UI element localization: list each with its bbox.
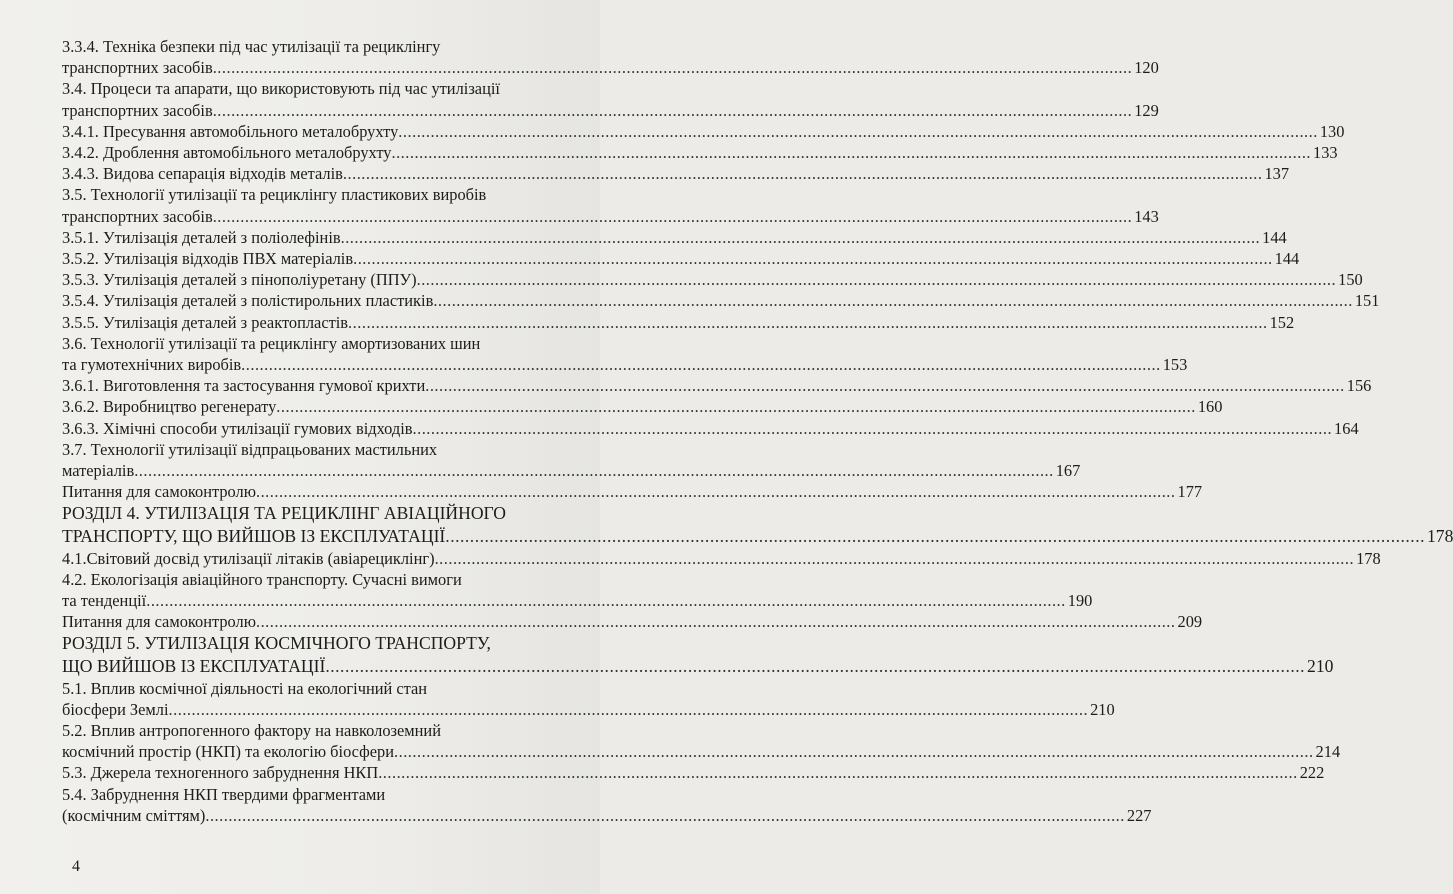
toc-page-number: 227 <box>1126 805 1152 825</box>
dot-leader: ........................................................................................................................................................................................................ <box>212 100 1133 120</box>
toc-page-number: 214 <box>1315 742 1341 762</box>
toc-page-number: 160 <box>1197 397 1223 417</box>
dot-leader: ........................................................................................................................................................................................................ <box>255 482 1176 502</box>
toc-page-number: 167 <box>1055 461 1081 481</box>
toc-entry-leader-row <box>62 227 1287 248</box>
toc-page-number: 177 <box>1177 482 1203 502</box>
dot-leader: ........................................................................................................................................................................................................ <box>445 526 1425 547</box>
toc-entry <box>62 784 1152 826</box>
toc-page-number: 153 <box>1162 355 1188 375</box>
toc-entry <box>62 312 1295 333</box>
toc-entry-leader-row <box>62 525 1453 548</box>
toc-entry-leader-row <box>62 548 1381 569</box>
toc-entry-title: 3.4.2. Дроблення автомобільного металобрухту <box>62 143 392 163</box>
toc-entry-leader-row <box>62 590 1093 611</box>
toc-entry <box>62 439 1081 481</box>
dot-leader: ........................................................................................................................................................................................................ <box>340 227 1261 247</box>
toc-entry-title: 3.6.3. Хімічні способи утилізації гумових відходів <box>62 418 413 438</box>
toc-page-number: 151 <box>1354 291 1380 311</box>
toc-entry-leader-row <box>62 481 1203 502</box>
toc-entry <box>62 762 1325 783</box>
toc-entry-leader-row <box>62 354 1188 375</box>
toc-entry-title: Питання для самоконтролю <box>62 612 256 632</box>
toc-entry-leader-row <box>62 611 1203 632</box>
toc-entry-leader-row <box>62 375 1372 396</box>
toc-page-number: 152 <box>1269 312 1295 332</box>
toc-entry <box>62 227 1287 248</box>
dot-leader: ........................................................................................................................................................................................................ <box>394 742 1314 762</box>
dot-leader: ........................................................................................................................................................................................................ <box>425 376 1345 396</box>
toc-entry-line: 5.2. Вплив антропогенного фактору на навколоземний <box>62 721 441 741</box>
toc-page-number: 222 <box>1299 763 1325 783</box>
toc-entry-leader-row <box>62 248 1300 269</box>
toc-entry-leader-row <box>62 762 1325 783</box>
dot-leader: ........................................................................................................................................................................................................ <box>276 397 1196 417</box>
dot-leader: ........................................................................................................................................................................................................ <box>398 121 1318 141</box>
toc-entry <box>62 418 1359 439</box>
toc-entry-leader-row <box>62 312 1295 333</box>
toc-entry-title: 3.5.5. Утилізація деталей з реактопластів <box>62 312 349 332</box>
dot-leader: ........................................................................................................................................................................................................ <box>134 461 1054 481</box>
toc-entry-leader-row <box>62 290 1380 311</box>
dot-leader: ........................................................................................................................................................................................................ <box>433 291 1353 311</box>
toc-entry-title: Питання для самоконтролю <box>62 482 256 502</box>
toc-entry <box>62 569 1093 611</box>
toc-entry <box>62 269 1363 290</box>
toc-entry-title: космічний простір (НКП) та екологію біосфери <box>62 742 395 762</box>
dot-leader: ........................................................................................................................................................................................................ <box>353 249 1273 269</box>
toc-page-number: 130 <box>1319 121 1345 141</box>
toc-entry-title: та гумотехнічних виробів <box>62 355 242 375</box>
toc-entry-leader-row <box>62 142 1338 163</box>
dot-leader: ........................................................................................................................................................................................................ <box>205 805 1125 825</box>
toc-entry-leader-row <box>62 655 1334 678</box>
toc-page-number: 190 <box>1067 591 1093 611</box>
toc-entry-leader-row <box>62 396 1223 417</box>
dot-leader: ........................................................................................................................................................................................................ <box>412 418 1333 438</box>
toc-page-number: 144 <box>1274 249 1300 269</box>
toc-entry-leader-row <box>62 57 1159 78</box>
toc-entry <box>62 720 1341 762</box>
page-number: 4 <box>72 858 80 875</box>
toc-entry-leader-row <box>62 206 1159 227</box>
dot-leader: ........................................................................................................................................................................................................ <box>212 206 1133 226</box>
toc-entry <box>62 611 1203 632</box>
toc-entry-line: 3.4. Процеси та апарати, що використовують під час утилізації <box>62 79 500 99</box>
toc-chapter-entry <box>62 632 1334 677</box>
toc-entry-title: 3.6.2. Виробництво регенерату <box>62 397 277 417</box>
dot-leader: ........................................................................................................................................................................................................ <box>146 591 1066 611</box>
toc-entry-title: 4.1.Світовий досвід утилізації літаків (авіарециклінг) <box>62 548 435 568</box>
toc-entry <box>62 548 1381 569</box>
toc-entry-leader-row <box>62 163 1290 184</box>
toc-page-number: 144 <box>1262 227 1287 247</box>
toc-entry <box>62 184 1159 226</box>
toc-entry-line: РОЗДІЛ 5. УТИЛІЗАЦІЯ КОСМІЧНОГО ТРАНСПОРТУ, <box>62 633 491 654</box>
toc-page-number: 120 <box>1134 58 1159 78</box>
toc-entry-title: 3.5.4. Утилізація деталей з полістирольних пластиків <box>62 291 434 311</box>
toc-entry-title: 3.4.3. Видова сепарація відходів металів <box>62 164 343 184</box>
dot-leader: ........................................................................................................................................................................................................ <box>212 58 1133 78</box>
toc-chapter-entry <box>62 502 1453 547</box>
toc-page-number: 210 <box>1090 699 1115 719</box>
toc-page-number: 137 <box>1264 164 1290 184</box>
toc-entry-leader-row <box>62 699 1115 720</box>
toc-entry-title: (космічним сміттям) <box>62 805 206 825</box>
toc-entry-leader-row <box>62 805 1152 826</box>
dot-leader: ........................................................................................................................................................................................................ <box>416 270 1337 290</box>
toc-entry-leader-row <box>62 269 1363 290</box>
toc-entry-title: матеріалів <box>62 461 135 481</box>
toc-entry-title: 3.5.1. Утилізація деталей з поліолефінів <box>62 227 341 247</box>
toc-entry-leader-row <box>62 460 1081 481</box>
toc-entry-title: 3.4.1. Пресування автомобільного металобрухту <box>62 121 399 141</box>
dot-leader: ........................................................................................................................................................................................................ <box>434 548 1355 568</box>
toc-page-number: 210 <box>1307 656 1334 677</box>
toc-entry <box>62 678 1115 720</box>
toc-entry <box>62 163 1290 184</box>
toc-page-number: 178 <box>1426 526 1453 547</box>
dot-leader: ........................................................................................................................................................................................................ <box>378 763 1298 783</box>
toc-entry-leader-row <box>62 100 1159 121</box>
toc-entry-title: ЩО ВИЙШОВ ІЗ ЕКСПЛУАТАЦІЇ <box>62 656 326 677</box>
dot-leader: ........................................................................................................................................................................................................ <box>325 656 1306 677</box>
toc-entry <box>62 396 1223 417</box>
toc-entry-title: ТРАНСПОРТУ, ЩО ВИЙШОВ ІЗ ЕКСПЛУАТАЦІЇ <box>62 526 446 547</box>
toc-entry-title: та тенденції <box>62 591 147 611</box>
toc-page-number: 150 <box>1338 270 1363 290</box>
toc-entry <box>62 333 1188 375</box>
toc-entry-line: 5.4. Забруднення НКП твердими фрагментами <box>62 784 386 804</box>
toc-entry-title: біосфери Землі <box>62 699 169 719</box>
dot-leader: ........................................................................................................................................................................................................ <box>168 699 1089 719</box>
toc-entry-line: 4.2. Екологізація авіаційного транспорту. Сучасні вимоги <box>62 569 462 589</box>
toc-entry <box>62 142 1338 163</box>
toc-entry-title: транспортних засобів <box>62 100 213 120</box>
dot-leader: ........................................................................................................................................................................................................ <box>348 312 1268 332</box>
toc-page-number: 164 <box>1334 418 1359 438</box>
dot-leader: ........................................................................................................................................................................................................ <box>241 355 1161 375</box>
toc-page-number: 178 <box>1356 548 1381 568</box>
toc-entry <box>62 121 1345 142</box>
toc-page-number: 143 <box>1134 206 1159 226</box>
toc-entry <box>62 375 1372 396</box>
dot-leader: ........................................................................................................................................................................................................ <box>255 612 1176 632</box>
toc-entry-leader-row <box>62 121 1345 142</box>
toc-entry <box>62 36 1159 78</box>
toc-entry-title: 3.5.3. Утилізація деталей з пінополіуретану (ППУ) <box>62 270 417 290</box>
toc-entry-line: 3.6. Технології утилізації та рециклінгу амортизованих шин <box>62 333 481 353</box>
dot-leader: ........................................................................................................................................................................................................ <box>342 164 1263 184</box>
toc-entry <box>62 290 1380 311</box>
toc-page-number: 156 <box>1346 376 1372 396</box>
toc-entry <box>62 481 1203 502</box>
toc-entry-line: 5.1. Вплив космічної діяльності на екологічний стан <box>62 678 428 698</box>
toc-entry <box>62 248 1300 269</box>
toc-page-number: 129 <box>1134 100 1159 120</box>
toc-entry-title: 3.5.2. Утилізація відходів ПВХ матеріалів <box>62 249 354 269</box>
dot-leader: ........................................................................................................................................................................................................ <box>391 143 1312 163</box>
toc-entry-line: 3.7. Технології утилізації відпрацьованих мастильних <box>62 439 438 459</box>
toc-page-number: 133 <box>1313 143 1338 163</box>
table-of-contents <box>62 36 1453 826</box>
toc-entry-leader-row <box>62 418 1359 439</box>
toc-page-number: 209 <box>1177 612 1203 632</box>
toc-entry-title: 3.6.1. Виготовлення та застосування гумової крихти <box>62 376 426 396</box>
toc-entry-line: 3.5. Технології утилізації та рециклінгу пластикових виробів <box>62 185 487 205</box>
toc-entry-line: РОЗДІЛ 4. УТИЛІЗАЦІЯ ТА РЕЦИКЛІНГ АВІАЦІЙНОГО <box>62 503 506 524</box>
toc-entry-title: 5.3. Джерела техногенного забруднення НКП <box>62 763 379 783</box>
toc-entry-title: транспортних засобів <box>62 58 213 78</box>
toc-entry <box>62 78 1159 120</box>
toc-entry-title: транспортних засобів <box>62 206 213 226</box>
toc-entry-line: 3.3.4. Техніка безпеки під час утилізації та рециклінгу <box>62 37 441 56</box>
toc-entry-leader-row <box>62 741 1341 762</box>
